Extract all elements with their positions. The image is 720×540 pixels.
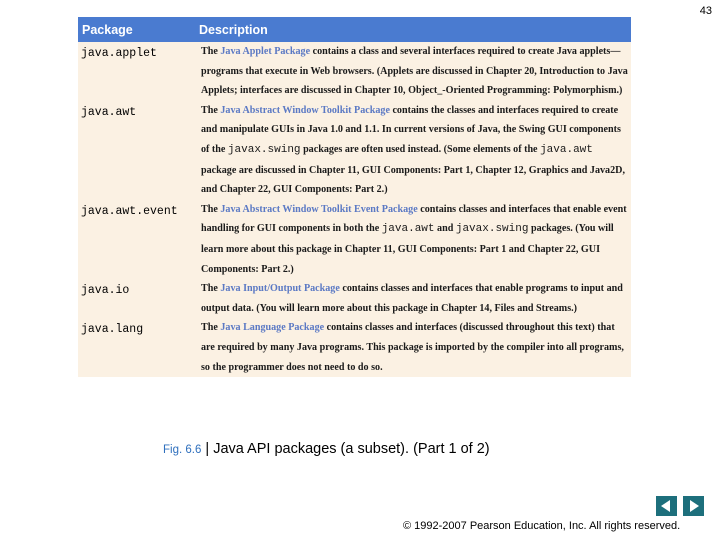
description-text: contains classes and interfaces that enable event handling for GUI components in both the <box>201 203 627 235</box>
description-text: contains the classes and interfaces required to create and manipulate GUIs in Java 1.0 and 1.1. In current versions of Java, the Swing GUI components of the <box>201 104 621 155</box>
description-text: package are discussed in Chapter 11, GUI Components: Part 1, Chapter 12, Graphics and Java2D, and Chapter 22, GUI Components: Part 2.) <box>201 164 625 196</box>
caption-separator: | <box>201 441 214 457</box>
table-row <box>78 42 631 101</box>
package-description <box>198 279 631 318</box>
table-row <box>78 279 631 318</box>
description-text: The <box>201 203 221 215</box>
package-link-text: Java Abstract Window Toolkit Event Package <box>220 203 418 215</box>
package-name: java.lang <box>81 323 144 337</box>
page-number: 43 <box>699 5 712 17</box>
package-description <box>198 101 631 200</box>
table-row <box>78 101 631 200</box>
description-text: The <box>201 322 221 334</box>
code-text: java.awt <box>540 143 593 156</box>
triangle-left-icon <box>656 496 677 516</box>
description-text: contains classes and interfaces (discussed throughout this text) that are required by many Java programs. This package is imported by the compiler into all programs, so the programmer does not need to do so. <box>201 322 624 373</box>
description-text: and <box>434 223 456 235</box>
table-row <box>78 200 631 279</box>
package-name: java.applet <box>81 47 157 60</box>
package-link-text: Java Abstract Window Toolkit Package <box>220 104 390 116</box>
header-package: Package <box>78 17 198 42</box>
figure-caption <box>163 441 490 457</box>
description-text: packages. (You will learn more about this package in Chapter 11, GUI Components: Part 1 and Chapter 22, GUI Components: Part 2.) <box>201 223 614 275</box>
package-description <box>198 42 631 101</box>
package-name: java.awt <box>81 105 137 119</box>
table-row <box>78 318 631 377</box>
package-link-text: Java Language Package <box>220 322 325 334</box>
description-text: contains classes and interfaces that enable programs to input and output data. (You will learn more about this package in Chapter 14, Files and Streams.) <box>201 283 623 314</box>
packages-table <box>78 17 631 377</box>
package-description <box>198 318 631 377</box>
triangle-right-icon <box>683 496 704 516</box>
next-slide-button[interactable] <box>683 496 704 516</box>
figure-number: Fig. 6.6 <box>163 444 202 456</box>
description-text: packages are often used instead. (Some elements of the <box>300 143 541 155</box>
package-link-text: Java Input/Output Package <box>220 283 340 295</box>
code-text: javax.swing <box>227 143 301 156</box>
description-text: contains a class and several interfaces required to create Java applets—programs that execute in Web browsers. (Applets are discussed in Chapter 20, Introduction to Java Applets; interfaces are discussed in Chapter 10, Object_-Oriented Programming: Polymorphism.) <box>201 46 628 97</box>
package-link-text: Java Applet Package <box>220 46 311 57</box>
package-name: java.io <box>81 284 130 298</box>
code-text: java.awt <box>381 223 435 236</box>
header-description: Description <box>198 17 631 42</box>
description-text: The <box>201 46 221 57</box>
package-name: java.awt.event <box>81 204 178 218</box>
code-text: javax.swing <box>455 223 529 236</box>
description-text: The <box>201 283 221 295</box>
table-header-row <box>78 17 631 42</box>
package-description <box>198 200 631 279</box>
copyright-notice: © 1992-2007 Pearson Education, Inc. All rights reserved. <box>403 520 681 532</box>
description-text: The <box>201 104 221 116</box>
previous-slide-button[interactable] <box>656 496 677 516</box>
caption-text: Java API packages (a subset). (Part 1 of 2) <box>213 441 490 457</box>
